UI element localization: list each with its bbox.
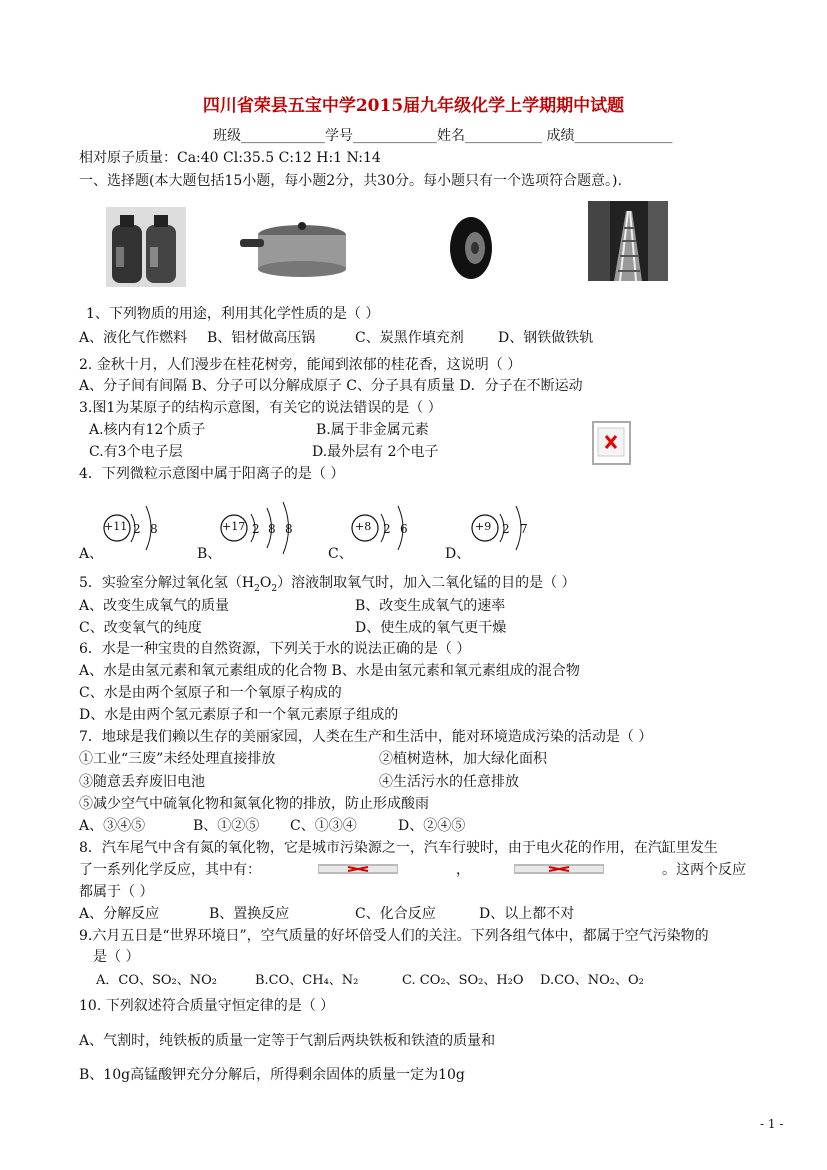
q7-option-b: B、①②⑤ [193, 818, 260, 834]
broken-equation-image-2 [514, 863, 604, 875]
atom-c-shell-2: 6 [400, 522, 408, 536]
q4-label-c: C、 [328, 546, 353, 562]
atom-a-nucleus: +11 [104, 520, 128, 533]
atom-d-nucleus: +9 [475, 520, 492, 533]
section-heading: 一、选择题(本大题包括15小题，每小题2分，共30分。每小题只有一个选项符合题意。). [79, 173, 622, 189]
q7-option-a: A、③④⑤ [79, 818, 146, 834]
atom-b-shell-1: 2 [252, 522, 260, 536]
q8-option-a: A、分解反应 [79, 906, 160, 922]
q7-item-5: ⑤减少空气中硫氧化物和氮氧化物的排放，防止形成酸雨 [79, 796, 429, 812]
page-title: 四川省荣县五宝中学2015届九年级化学上学期期中试题 [202, 96, 625, 116]
question-8-line-1: 8．汽车尾气中含有氮的氧化物，它是城市污染源之一，汽车行驶时，由于电火花的作用，在汽缸里发生 [79, 840, 718, 856]
atom-b-nucleus: +17 [222, 520, 246, 533]
tire-image [448, 215, 494, 281]
q6-options-ab: A、水是由氢元素和氧元素组成的化合物 B、水是由氢元素和氧元素组成的混合物 [79, 663, 580, 679]
q4-label-a: A、 [79, 546, 104, 562]
page-number: - 1 - [760, 1117, 784, 1131]
q10-option-a: A、气割时，纯铁板的质量一定等于气割后两块铁板和铁渣的质量和 [79, 1033, 496, 1049]
atom-b-shell-3: 8 [285, 522, 293, 536]
q5-option-d: D、使生成的氧气更干燥 [355, 620, 507, 636]
q1-option-b: B、铝材做高压锅 [207, 330, 316, 346]
question-7-stem: 7．地球是我们赖以生存的美丽家园，人类在生产和生活中，能对环境造成污染的活动是（ ） [79, 729, 653, 745]
gas-cylinders-image [106, 207, 186, 287]
q6-option-d: D、水是由两个氢元素原子和一个氧元素原子组成的 [79, 707, 399, 723]
q4-label-d: D、 [445, 546, 471, 562]
q1-option-a: A、液化气作燃料 [79, 330, 188, 346]
q7-option-c: C、①③④ [290, 818, 357, 834]
broken-image-icon [592, 421, 632, 465]
q9-option-b: B.CO、CH₄、N₂ [255, 973, 359, 988]
question-6-stem: 6．水是一种宝贵的自然资源，下列关于水的说法正确的是（ ） [79, 641, 471, 657]
question-2-stem: 2. 金秋十月，人们漫步在桂花树旁，能闻到浓郁的桂花香，这说明（ ） [79, 357, 522, 373]
q8-comma: ， [456, 862, 470, 878]
q7-item-1: ①工业“三废”未经处理直接排放 [79, 751, 276, 767]
q5-option-c: C、改变氧气的纯度 [79, 620, 202, 636]
atom-d-shell-2: 7 [520, 522, 528, 536]
question-3-stem: 3.图1为某原子的结构示意图，有关它的说法错误的是（ ） [79, 400, 442, 416]
question-9-line-1: 9.六月五日是“世界环境日”，空气质量的好坏倍受人们的关注。下列各组气体中，都属于空气污染物的 [79, 928, 709, 944]
railway-track-image [588, 201, 668, 281]
q10-option-b: B、10g高锰酸钾充分分解后，所得剩余固体的质量一定为10g [79, 1067, 465, 1083]
q2-options: A、分子间有间隔 B、分子可以分解成原子 C、分子具有质量 D．分子在不断运动 [79, 378, 583, 394]
q3-option-b: B.属于非金属元素 [316, 422, 429, 438]
question-10-stem: 10. 下列叙述符合质量守恒定律的是（ ） [79, 998, 335, 1014]
student-info-line: 班级____________学号____________姓名___________ 成绩______________ [213, 128, 673, 144]
atom-a-shell-1: 2 [133, 522, 141, 536]
atom-c-nucleus: +8 [355, 520, 372, 533]
atom-a-shell-2: 8 [150, 522, 158, 536]
q3-option-a: A.核内有12个质子 [89, 422, 206, 438]
question-4-stem: 4．下列微粒示意图中属于阳离子的是（ ） [79, 466, 345, 482]
atom-c-shell-1: 2 [383, 522, 391, 536]
q7-item-3: ③随意丢弃废旧电池 [79, 774, 205, 790]
question-1-stem: 1、下列物质的用途，利用其化学性质的是（ ） [86, 306, 380, 322]
atom-d-shell-1: 2 [502, 522, 510, 536]
atomic-masses: 相对原子质量：Ca:40 Cl:35.5 C:12 H:1 N:14 [79, 150, 381, 166]
question-9-line-2: 是（ ） [93, 949, 140, 965]
pressure-cooker-image [240, 219, 350, 279]
atom-b-shell-2: 8 [268, 522, 276, 536]
question-5-stem: 5．实验室分解过氧化氢$(H_2O_2)$溶液制取氧气时，加入二氧化锰的目的是（ ） [79, 575, 576, 594]
q8-option-b: B、置换反应 [209, 906, 290, 922]
q1-option-c: C、炭黑作填充剂 [355, 330, 464, 346]
q9-option-a: A．CO、SO₂、NO₂ [96, 973, 218, 988]
q1-option-d: D、钢铁做铁轨 [498, 330, 594, 346]
q3-option-c: C.有3个电子层 [89, 444, 183, 460]
q6-option-c: C、水是由两个氢原子和一个氧原子构成的 [79, 685, 342, 701]
q9-option-d: D.CO、NO₂、O₂ [540, 973, 644, 988]
q9-option-c: C. CO₂、SO₂、H₂O [402, 973, 524, 988]
broken-equation-image-1 [318, 863, 398, 875]
q7-item-4: ④生活污水的任意排放 [379, 774, 519, 790]
q7-item-2: ②植树造林，加大绿化面积 [379, 751, 547, 767]
q8-option-c: C、化合反应 [355, 906, 436, 922]
q8-line-2-end: 。这两个反应 [662, 862, 746, 878]
q5-option-a: A、改变生成氧气的质量 [79, 598, 230, 614]
q3-option-d: D.最外层有 2个电子 [312, 444, 439, 460]
q5-option-b: B、改变生成氧气的速率 [355, 598, 506, 614]
q4-label-b: B、 [197, 546, 222, 562]
q8-option-d: D、以上都不对 [479, 906, 575, 922]
question-8-line-2: 了一系列化学反应，其中有： [79, 862, 261, 878]
q7-option-d: D、②④⑤ [398, 818, 466, 834]
question-8-line-3: 都属于（ ） [79, 884, 154, 900]
